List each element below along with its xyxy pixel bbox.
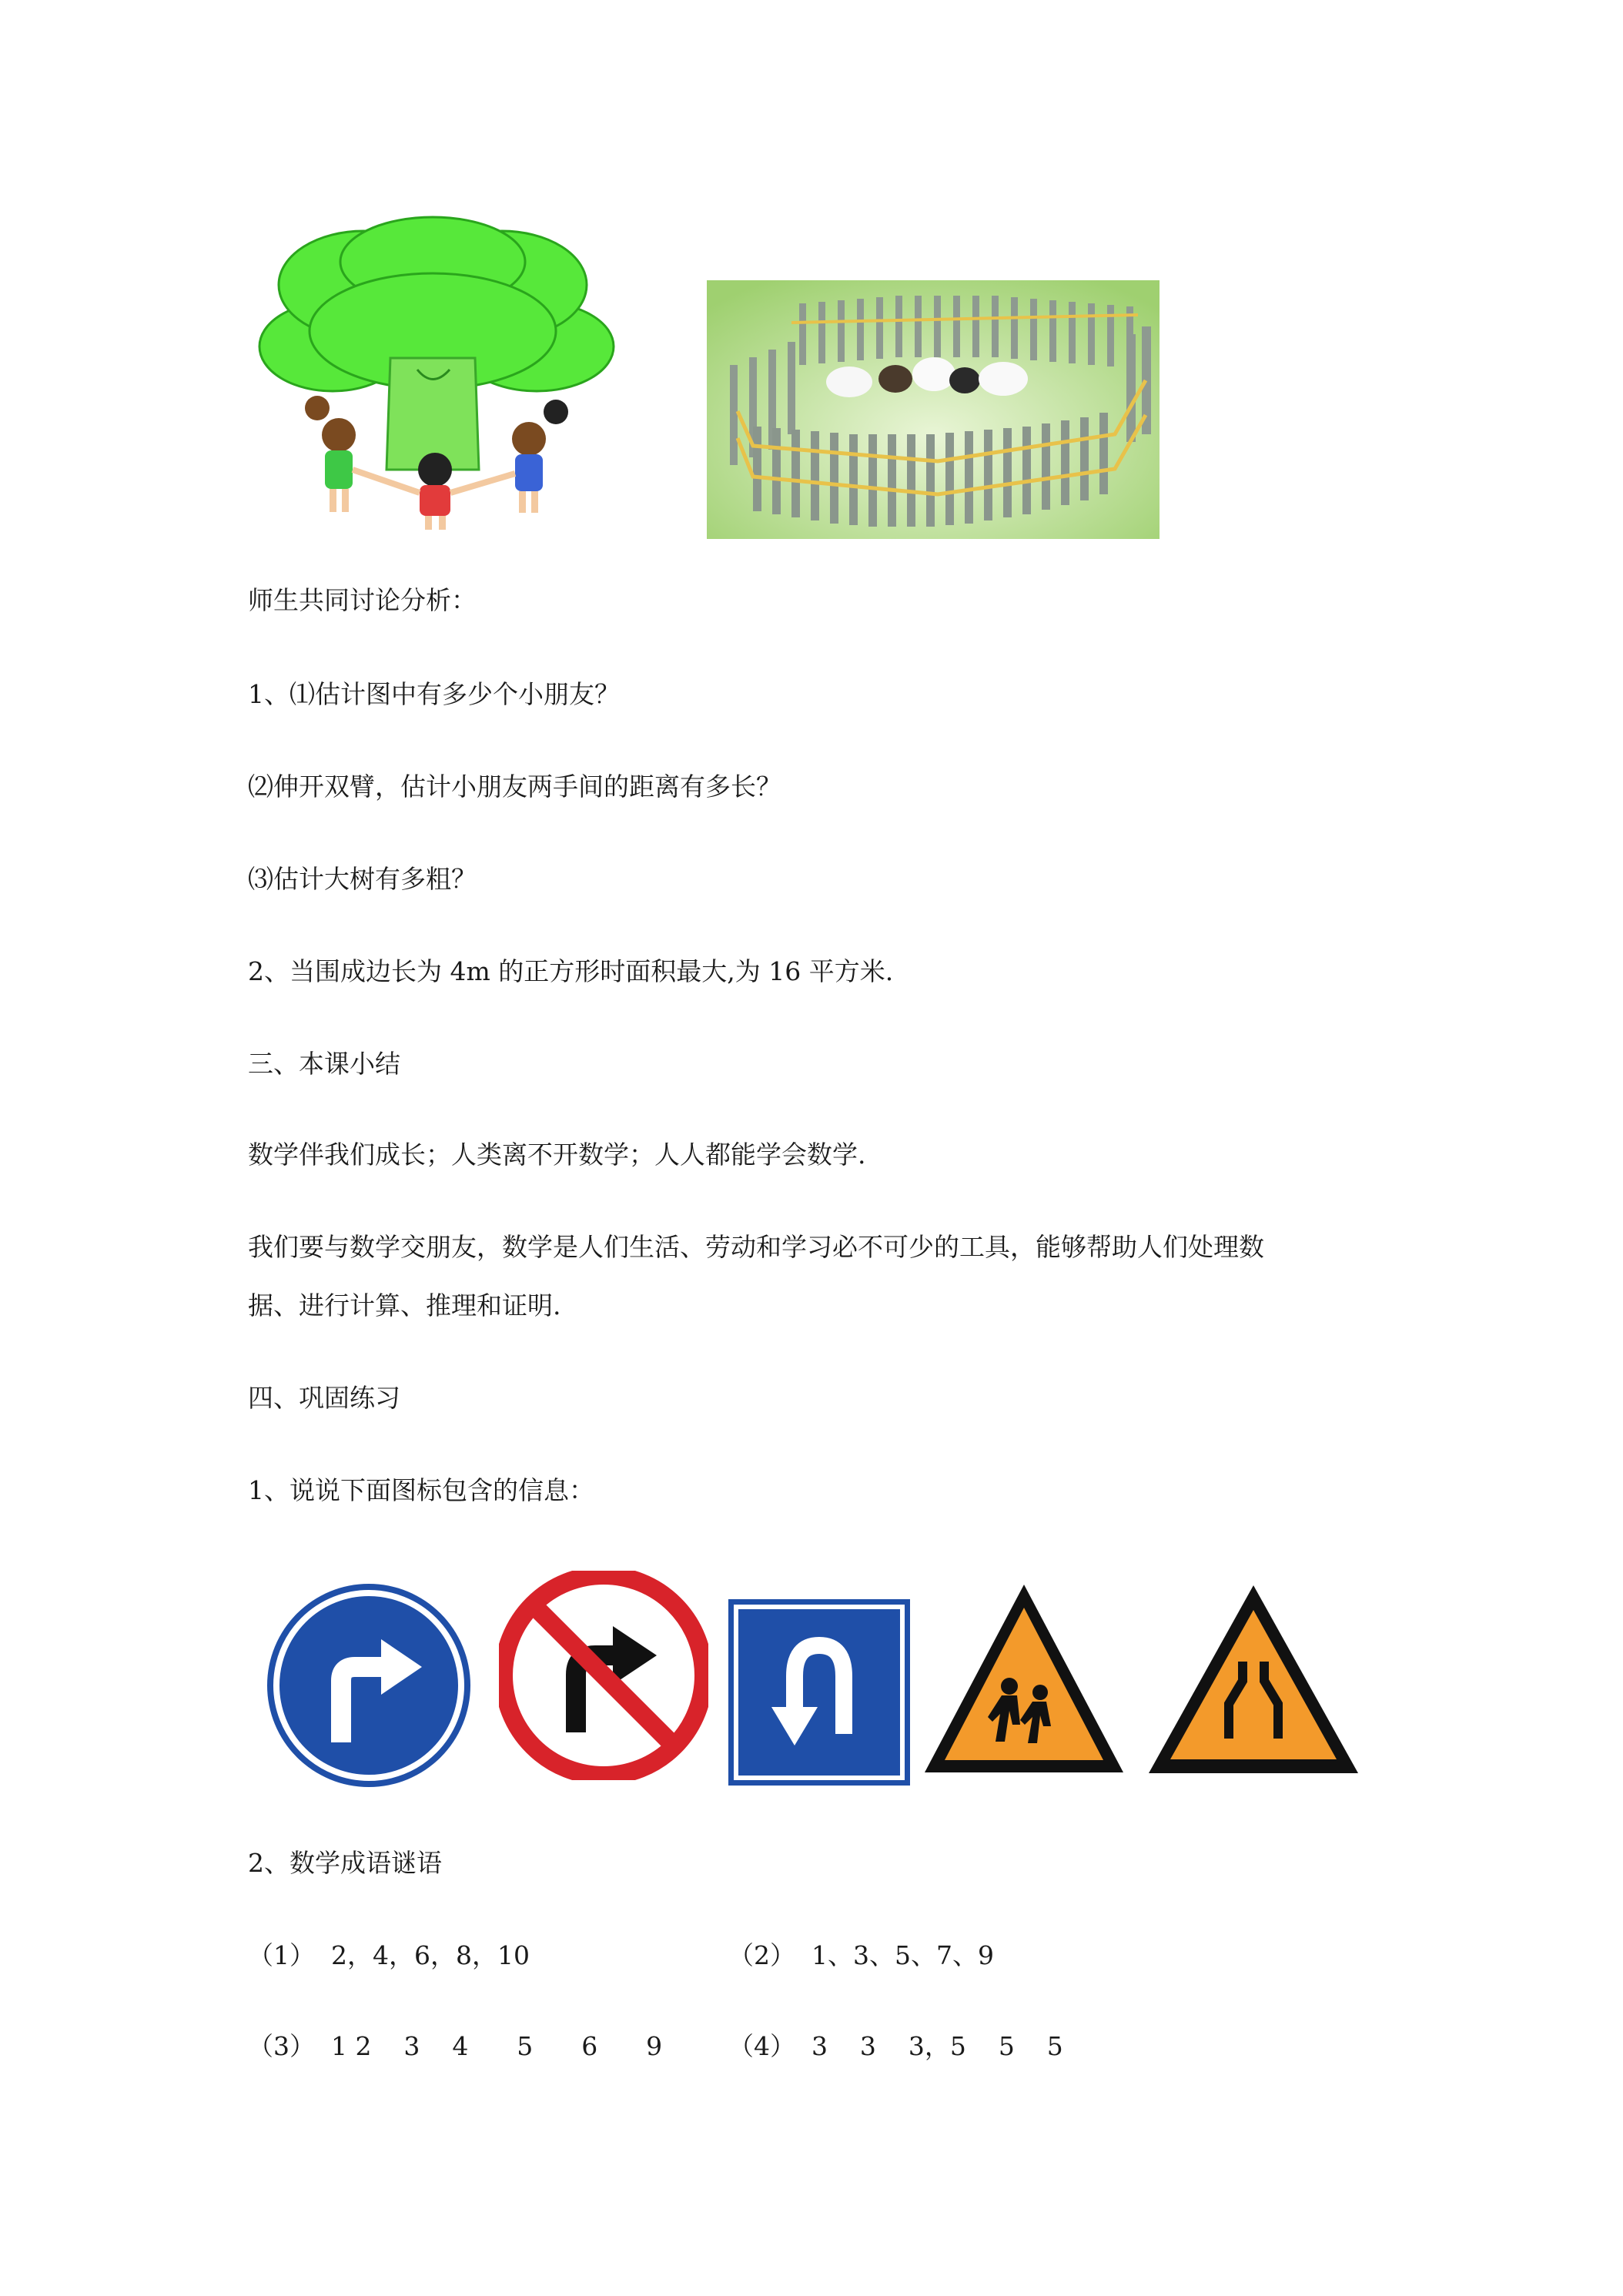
children-around-tree-illustration — [248, 216, 622, 531]
riddle-1: （1） 2，4，6，8，10 — [248, 1940, 530, 1970]
summary-line-2a: 我们要与数学交朋友，数学是人们生活、劳动和学习必不可少的工具，能够帮助人们处理数 — [248, 1232, 1264, 1262]
discussion-heading: 师生共同讨论分析： — [248, 585, 477, 615]
question-1-part-2: ⑵伸开双臂，估计小朋友两手间的距离有多长？ — [248, 771, 781, 802]
question-1-part-1: 1、⑴估计图中有多少个小朋友？ — [248, 679, 620, 709]
summary-line-2b: 据、进行计算、推理和证明. — [248, 1290, 561, 1320]
riddle-2: （2） 1、3、5、7、9 — [728, 1940, 994, 1970]
section-3-heading: 三、本课小结 — [248, 1049, 400, 1079]
exercise-1: 1、说说下面图标包含的信息： — [248, 1475, 594, 1505]
riddle-4: （4） 3 3 3，5 5 5 — [728, 2031, 1063, 2061]
question-1-part-3: ⑶估计大树有多粗？ — [248, 864, 477, 894]
question-2: 2、当围成边长为 4m 的正方形时面积最大,为 16 平方米. — [248, 956, 894, 986]
turn-right-sign-icon — [264, 1581, 474, 1790]
no-right-turn-sign-icon — [499, 1571, 708, 1780]
exercise-2: 2、数学成语谜语 — [248, 1848, 442, 1878]
rabbits-in-fence-photo — [707, 280, 1160, 539]
riddle-3: （3） 1 2 3 4 5 6 9 — [248, 2031, 663, 2061]
summary-line-1: 数学伴我们成长；人类离不开数学；人人都能学会数学. — [248, 1140, 866, 1170]
road-narrows-warning-icon — [1144, 1581, 1363, 1782]
section-4-heading: 四、巩固练习 — [248, 1383, 400, 1413]
children-crossing-warning-icon — [919, 1578, 1129, 1783]
u-turn-sign-icon — [728, 1599, 910, 1786]
